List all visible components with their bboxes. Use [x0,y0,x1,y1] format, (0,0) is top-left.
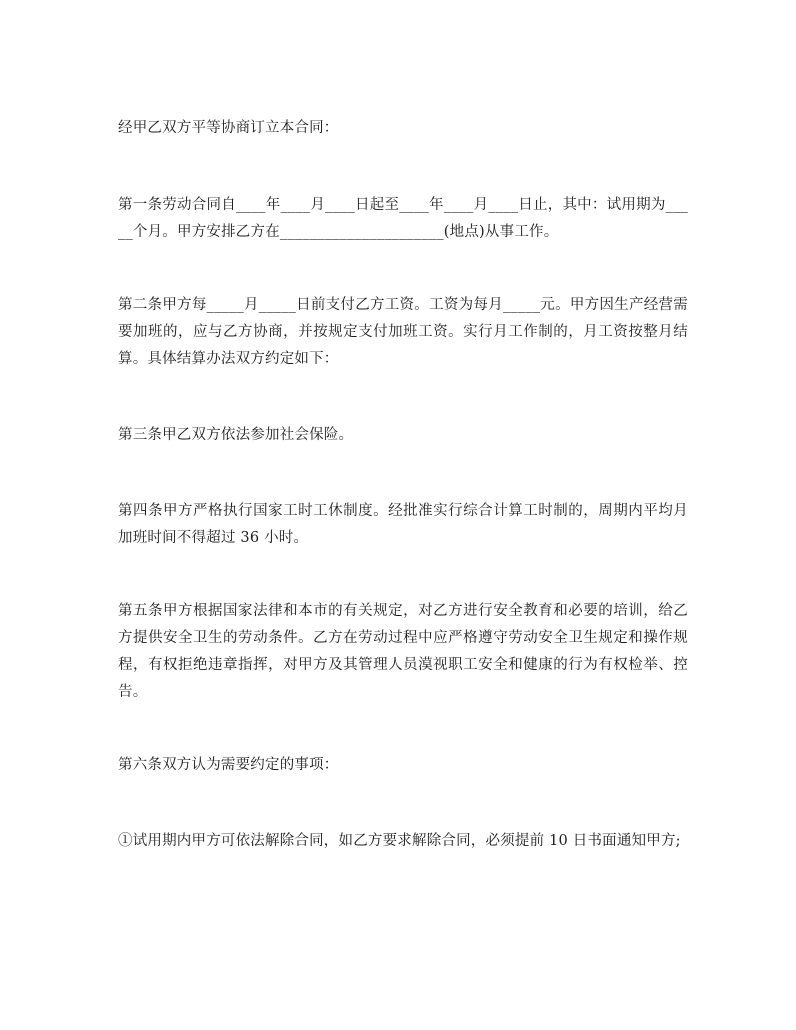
paragraph-article-4: 第四条甲方严格执行国家工时工休制度。经批准实行综合计算工时制的，周期内平均月加班时间不得超过 36 小时。 [118,503,688,546]
paragraph-intro: 经甲乙双方平等协商订立本合同： [118,120,339,136]
paragraph-article-6: 第六条双方认为需要约定的事项： [118,757,339,773]
paragraph-article-3: 第三条甲乙双方依法参加社会保险。 [118,427,354,443]
paragraph-article-1: 第一条劳动合同自____年____月____日起至____年____月____日止，其中：试用期为_____个月。甲方安排乙方在______________________(地点)从事工作。 [118,197,688,240]
paragraph-article-5: 第五条甲方根据国家法律和本市的有关规定，对乙方进行安全教育和必要的培训，给乙方提供安全卫生的劳动条件。乙方在劳动过程中应严格遵守劳动安全卫生规定和操作规程，有权拒绝违章指挥，对甲方及其管理人员漠视职工安全和健康的行为有权检举、控告。 [118,603,688,700]
paragraph-item-1: ①试用期内甲方可依法解除合同，如乙方要求解除合同，必须提前 10 日书面通知甲方; [118,833,681,849]
paragraph-article-2: 第二条甲方每_____月_____日前支付乙方工资。工资为每月_____元。甲方因生产经营需要加班的，应与乙方协商，并按规定支付加班工资。实行月工作制的，月工资按整月结算。具体结算办法双方约定如下： [118,297,688,367]
